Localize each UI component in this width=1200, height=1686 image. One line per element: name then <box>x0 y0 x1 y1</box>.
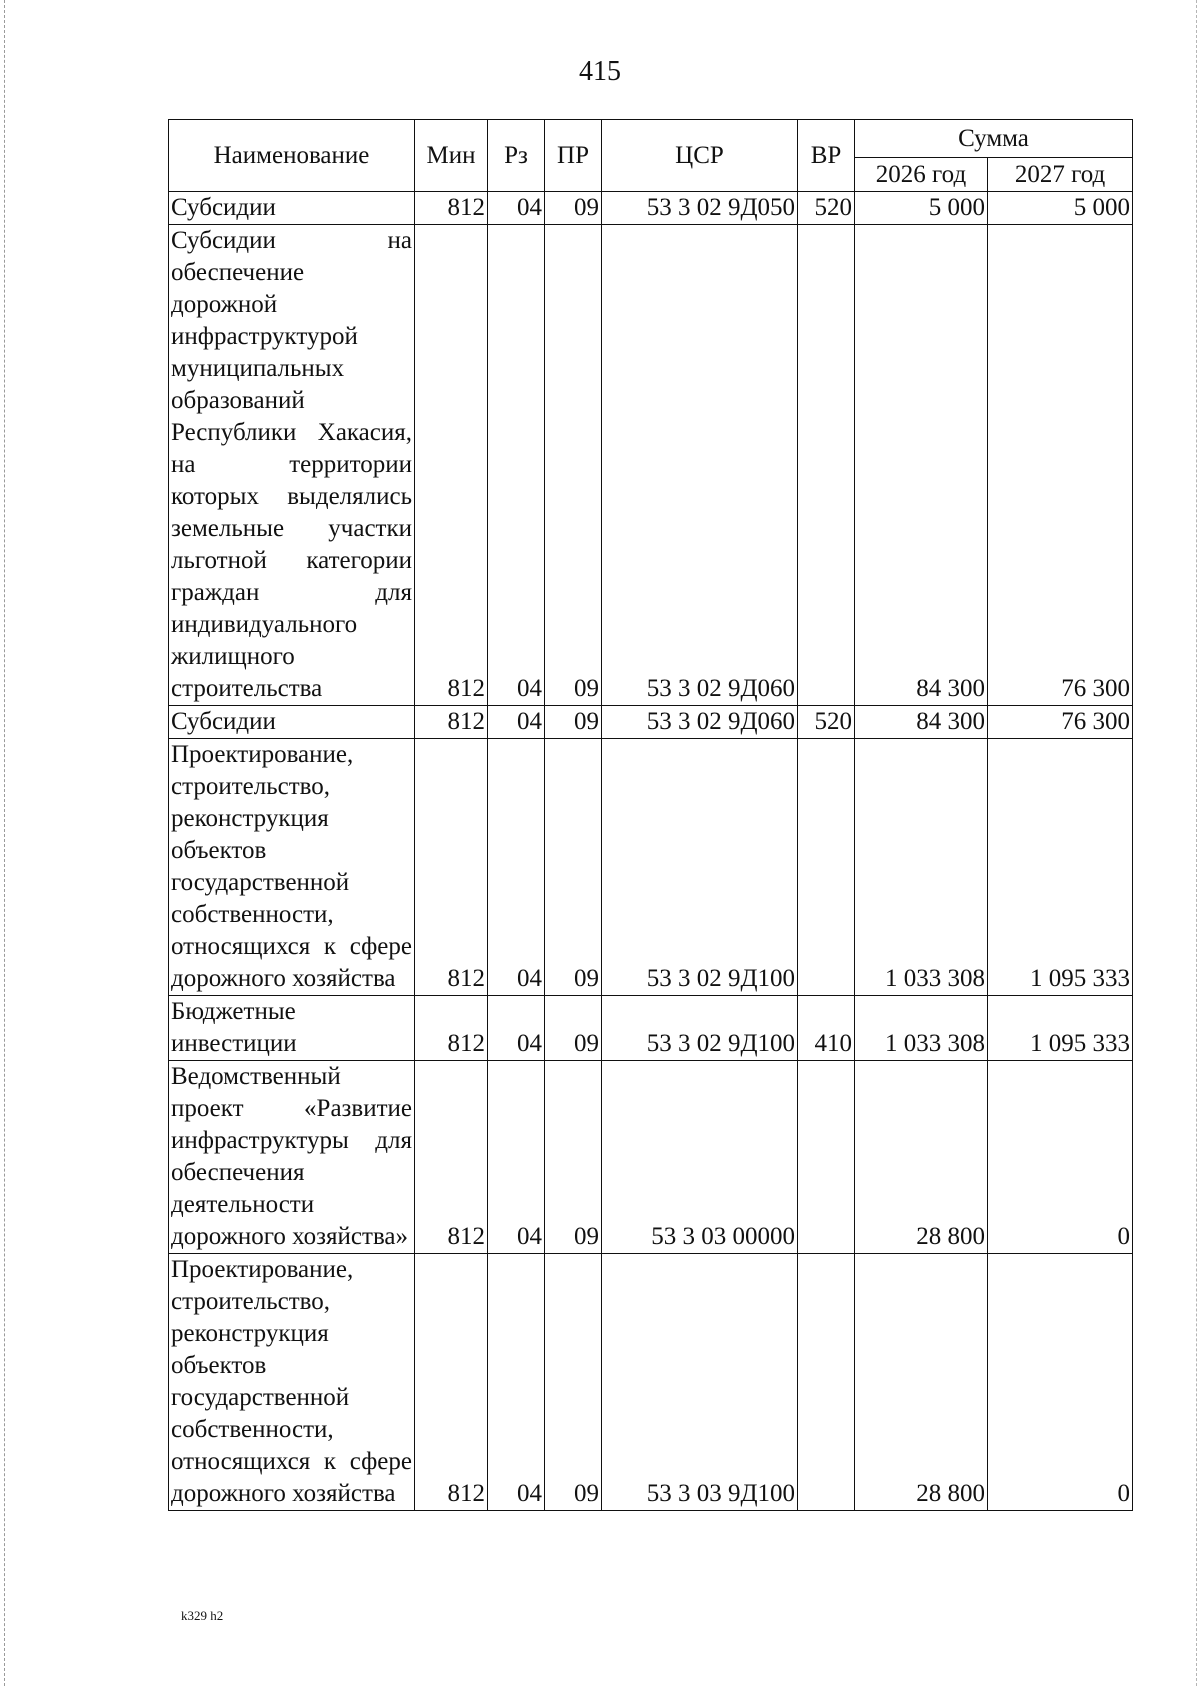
table-row <box>169 739 1133 996</box>
row-rz: 04 <box>488 706 545 739</box>
row-sum-2026: 84 300 <box>855 225 988 706</box>
row-csr: 53 3 02 9Д100 <box>602 739 798 996</box>
row-csr: 53 3 02 9Д050 <box>602 192 798 225</box>
row-pr: 09 <box>545 1061 602 1254</box>
row-name: Ведомственный проект «Развитие инфраструктуры для обеспечения деятельности дорожного хозяйства» <box>169 1061 415 1254</box>
row-name: Проектирование, строительство, реконструкция объектов государственной собственности, относящихся к сфере дорожного хозяйства <box>169 1254 415 1511</box>
header-pr: ПР <box>545 120 602 192</box>
row-pr: 09 <box>545 739 602 996</box>
row-rz: 04 <box>488 1254 545 1511</box>
row-pr: 09 <box>545 706 602 739</box>
page-number: 415 <box>579 56 621 87</box>
header-sum: Сумма <box>855 120 1133 158</box>
row-pr: 09 <box>545 225 602 706</box>
row-vr <box>798 1254 855 1511</box>
row-csr: 53 3 03 00000 <box>602 1061 798 1254</box>
header-year-2026: 2026 год <box>855 158 988 192</box>
document-code: k329 h2 <box>181 1608 224 1623</box>
row-sum-2026: 5 000 <box>855 192 988 225</box>
row-sum-2027: 1 095 333 <box>988 739 1133 996</box>
row-name: Бюджетные инвестиции <box>169 996 415 1061</box>
header-csr: ЦСР <box>602 120 798 192</box>
table-row <box>169 706 1133 739</box>
header-rz: Рз <box>488 120 545 192</box>
row-sum-2027: 0 <box>988 1254 1133 1511</box>
row-csr: 53 3 03 9Д100 <box>602 1254 798 1511</box>
row-sum-2026: 1 033 308 <box>855 739 988 996</box>
row-pr: 09 <box>545 192 602 225</box>
row-name: Проектирование, строительство, реконструкция объектов государственной собственности, относящихся к сфере дорожного хозяйства <box>169 739 415 996</box>
row-csr: 53 3 02 9Д060 <box>602 225 798 706</box>
row-rz: 04 <box>488 225 545 706</box>
header-year-2027: 2027 год <box>988 158 1133 192</box>
row-pr: 09 <box>545 996 602 1061</box>
table-header <box>169 120 1133 192</box>
row-csr: 53 3 02 9Д100 <box>602 996 798 1061</box>
row-sum-2026: 28 800 <box>855 1254 988 1511</box>
row-name: Субсидии <box>169 706 415 739</box>
row-sum-2026: 84 300 <box>855 706 988 739</box>
row-min: 812 <box>415 996 488 1061</box>
page-edge-left <box>4 0 5 1686</box>
row-rz: 04 <box>488 192 545 225</box>
row-vr <box>798 225 855 706</box>
row-sum-2027: 76 300 <box>988 225 1133 706</box>
row-vr: 520 <box>798 706 855 739</box>
row-sum-2026: 1 033 308 <box>855 996 988 1061</box>
table-body <box>169 192 1133 1511</box>
row-sum-2027: 76 300 <box>988 706 1133 739</box>
row-min: 812 <box>415 1061 488 1254</box>
row-min: 812 <box>415 1254 488 1511</box>
row-pr: 09 <box>545 1254 602 1511</box>
table-row <box>169 192 1133 225</box>
row-name: Субсидии <box>169 192 415 225</box>
row-sum-2027: 1 095 333 <box>988 996 1133 1061</box>
table-row <box>169 996 1133 1061</box>
row-sum-2027: 0 <box>988 1061 1133 1254</box>
row-min: 812 <box>415 706 488 739</box>
row-rz: 04 <box>488 996 545 1061</box>
row-csr: 53 3 02 9Д060 <box>602 706 798 739</box>
row-rz: 04 <box>488 739 545 996</box>
row-sum-2026: 28 800 <box>855 1061 988 1254</box>
row-vr <box>798 739 855 996</box>
row-rz: 04 <box>488 1061 545 1254</box>
header-min: Мин <box>415 120 488 192</box>
header-name: Наименование <box>169 120 415 192</box>
row-min: 812 <box>415 192 488 225</box>
row-vr: 410 <box>798 996 855 1061</box>
table-row <box>169 1061 1133 1254</box>
row-min: 812 <box>415 225 488 706</box>
budget-table <box>168 119 1133 1511</box>
header-vr: ВР <box>798 120 855 192</box>
row-min: 812 <box>415 739 488 996</box>
row-sum-2027: 5 000 <box>988 192 1133 225</box>
row-name: Субсидии на обеспечение дорожной инфраструктурой муниципальных образований Республики Хакасия, на территории которых выделялись земельные участки льготной категории граждан для индивидуального жилищного строительства <box>169 225 415 706</box>
row-vr: 520 <box>798 192 855 225</box>
table-row <box>169 225 1133 706</box>
page-edge-right <box>1196 0 1197 1686</box>
row-vr <box>798 1061 855 1254</box>
table-row <box>169 1254 1133 1511</box>
